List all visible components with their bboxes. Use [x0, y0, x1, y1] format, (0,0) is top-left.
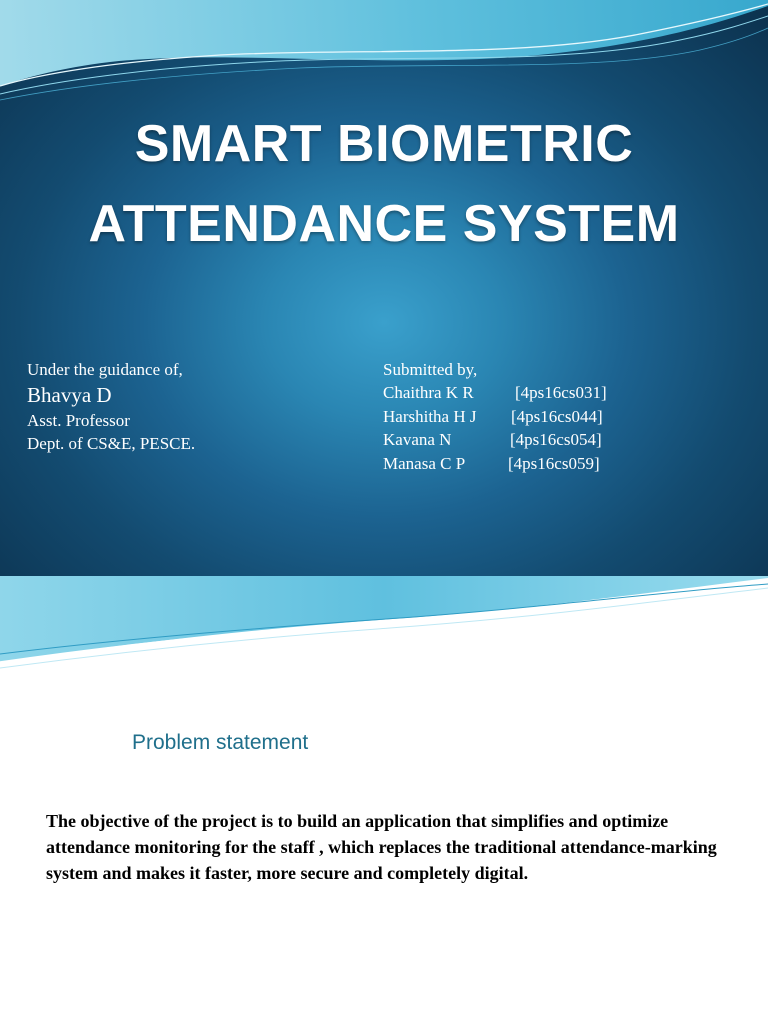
guide-department: Dept. of CS&E, PESCE. [27, 434, 196, 453]
guidance-block [27, 358, 195, 455]
team-member [383, 405, 643, 429]
title-line-2: ATTENDANCE SYSTEM [88, 195, 680, 253]
member-name: Manasa C P [383, 453, 466, 473]
problem-statement-slide [0, 576, 768, 1024]
member-usn: [4ps16cs059] [508, 453, 600, 473]
member-usn: [4ps16cs031] [515, 383, 607, 402]
member-name: Chaithra K R [383, 383, 474, 402]
guide-designation: Asst. Professor [27, 411, 130, 430]
submitted-by-block [383, 358, 643, 475]
member-name: Kavana N [383, 430, 452, 449]
member-usn: [4ps16cs054] [510, 430, 602, 449]
problem-statement-body: The objective of the project is to build an application that simplifies and optimize attendance monitoring for the staff , which replaces the traditional attendance-marking system and makes it faster, more secure and completely digital. [46, 811, 717, 883]
team-member [383, 381, 643, 405]
title-line-1: SMART BIOMETRIC [134, 115, 634, 173]
guidance-heading: Under the guidance of, [27, 360, 183, 379]
bottom-wave-decoration [0, 576, 768, 676]
guide-name: Bhavya D [27, 383, 112, 407]
team-member [383, 452, 643, 476]
member-name: Harshitha H J [383, 406, 477, 426]
member-usn: [4ps16cs044] [511, 406, 603, 426]
team-member [383, 428, 643, 452]
problem-statement-title: Problem statement [132, 731, 309, 754]
presentation-title [0, 104, 768, 264]
submitted-heading: Submitted by, [383, 360, 478, 379]
